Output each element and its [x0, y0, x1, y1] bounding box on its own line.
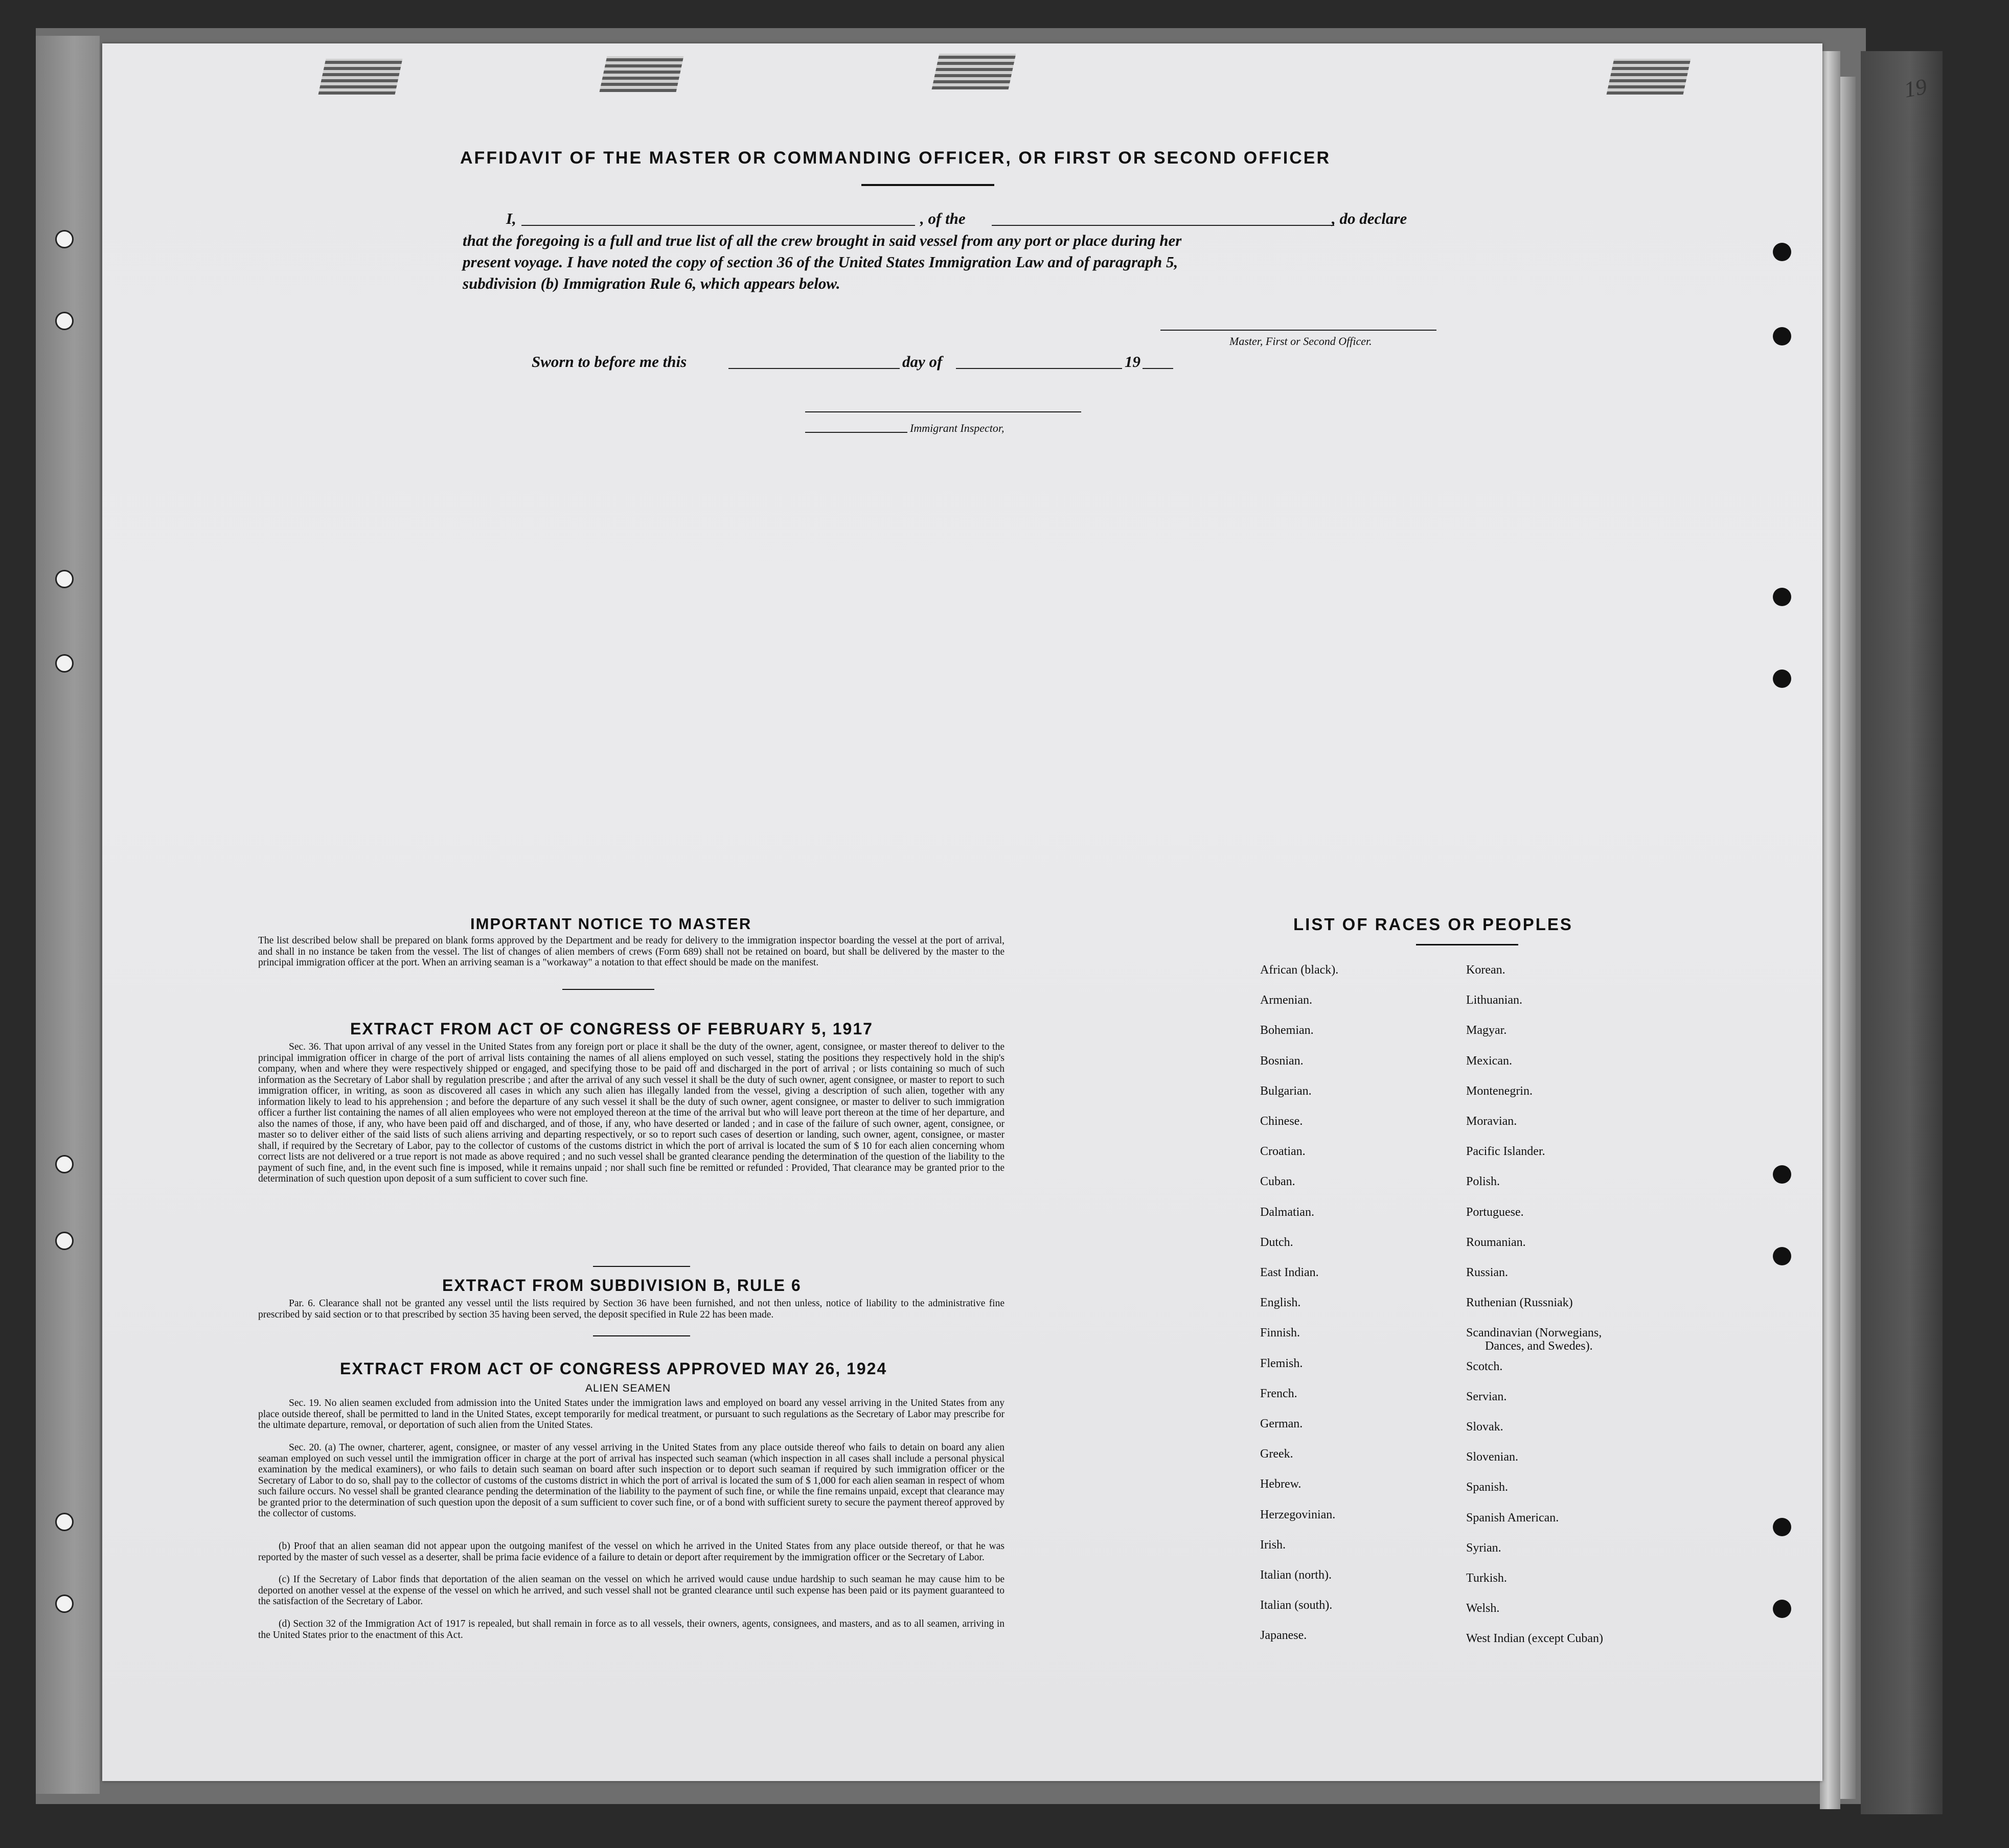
race-item: Ruthenian (Russniak) [1466, 1296, 1573, 1310]
affidavit-of-the: , of the [920, 210, 966, 227]
extract-1917-text: Sec. 36. That upon arrival of any vessel in the United States from any foreign port or place it shall be the duty of the owner, agent, consignee, or master thereof to deliver to the principal immigration officer in charge of the port of arrival lists containing the names of all aliens employed on such vessel, stating the positions they respectively hold in the ship's company, when and where they were respectively shipped or engaged, and specifying those to be paid off and discharged in the port of arrival ; or lists containing so much of such information as the Secretary of Labor shall by regulation prescribe ; and after the arrival of any such vessel it shall be the duty of such owner, agent consignee, or master to report to such immigration officer, in writing, as soon as discovered all cases in which any such alien has illegally landed from the vessel, giving a description of such alien, together with any information likely to lead to his apprehension ; and before the departure of any such vessel it shall be the duty of such owner, agent consignee, or master to deliver to such immigration officer a further list containing the names of all alien employees who were not employed thereon at the time of the arrival but who will leave port thereon at the time of her departure, and also the names of those, if any, who have been paid off and discharged, and of those, if any, who have deserted or landed ; and in case of the failure of such owner, agent, consignee, or master so to deliver either of the said lists of such aliens arriving and departing respectively, or so to report such cases of desertion or landing, such owner, agent, consignee, or master shall, if required by the Secretary of Labor, pay to the collector of customs of the customs district in which the port of arrival is located the sum of $ 10 for each alien concerning whom correct lists are not delivered or a true report is not made as above required ; and no such vessel shall be granted clearance pending the determination of the question of the liability to the payment of such fine, and, in the event such fine is imposed, while it remains unpaid ; nor shall such fine be remitted or refunded : Provided, That clearance may be granted prior to the determination of such question upon deposit of a sum sufficient to cover such fine. [258, 1042, 1004, 1184]
notice-text: The list described below shall be prepared on blank forms approved by the Department and be ready for delivery to the immigration inspector boarding the vessel at the port of arrival, and shall in no instance be taken from the vessel. The list of changes of alien members of crews (Form 689) shall not be retained on board, but shall be delivered by the master to the principal immigration officer at the port. When an arriving seaman is a "workaway" a notation to that effect should be made on the manifest. [258, 935, 1004, 968]
inspector-label: Immigrant Inspector, [910, 422, 1004, 434]
race-item: French. [1260, 1387, 1297, 1400]
binding-hole [1773, 1600, 1791, 1618]
corner-page-number: 19 [1902, 74, 1929, 103]
race-item: Croatian. [1260, 1145, 1306, 1159]
affidavit-i: I, [506, 210, 516, 227]
race-item: Polish. [1466, 1175, 1500, 1189]
master-signature-line [1160, 330, 1436, 331]
race-item: Magyar. [1466, 1024, 1507, 1037]
year-text: 19 [1125, 353, 1140, 371]
affidavit-title: AFFIDAVIT OF THE MASTER OR COMMANDING OFFICER, OR FIRST OR SECOND OFFICER [460, 148, 1331, 168]
race-item: Mexican. [1466, 1054, 1512, 1068]
binding-hole [55, 1232, 74, 1250]
affidavit-line-2: that the foregoing is a full and true list of all the crew brought in said vessel from any port or place during her [463, 232, 1182, 249]
extract-1924-p5: (d) Section 32 of the Immigration Act of 1917 is repealed, but shall remain in force as to all vessels, their owners, agents, consignees, and masters, and as to all seamen, arriving in the United States prior to the enactment of this Act. [258, 1619, 1004, 1641]
race-item: Dutch. [1260, 1235, 1293, 1249]
binding-hole [55, 1155, 74, 1173]
rule6-divider [593, 1335, 690, 1336]
race-item: Armenian. [1260, 994, 1312, 1007]
sworn-month-blank [956, 368, 1122, 369]
race-item: East Indian. [1260, 1266, 1319, 1279]
binding-hole [1773, 1518, 1791, 1536]
race-item: Italian (south). [1260, 1599, 1333, 1612]
race-item: Spanish American. [1466, 1511, 1559, 1524]
extract-1924-p2: Sec. 20. (a) The owner, charterer, agent, consignee, or master of any vessel arriving in the United States from any place outside thereof who fails to detain on board any alien seaman employed on such vessel until the immigration officer in charge at the port of arrival has inspected such seaman (which inspection in all cases shall include a personal physical examination by the medical examiners), or who fails to detain such seaman on board after such inspection or to deport such seaman if required by such immigration officer or the Secretary of Labor to do so, shall pay to the collector of customs of the customs district in which the port of arrival is located the sum of $ 1,000 for each alien seaman in respect of whom such failure occurs. No vessel shall be granted clearance pending the determination of the liability to the payment of such fine, or while the fine remains unpaid, except that clearance may be granted prior to the determination of such question upon the deposit of a sum sufficient to cover such fine, or of a bond with sufficient surety to secure the payment thereof approved by the collector of customs. [258, 1442, 1004, 1519]
stacked-page-edge [1840, 77, 1856, 1799]
binding-clip [600, 56, 684, 92]
race-item: Welsh. [1466, 1602, 1500, 1615]
race-item: Bohemian. [1260, 1024, 1314, 1037]
race-item: Chinese. [1260, 1115, 1303, 1128]
race-item: German. [1260, 1417, 1303, 1430]
binding-hole [55, 312, 74, 330]
sworn-day-blank [728, 368, 900, 369]
sworn-year-blank [1143, 368, 1173, 369]
sworn-line [532, 353, 1196, 373]
binding-hole [1773, 1247, 1791, 1265]
day-of-text: day of [902, 353, 943, 371]
race-item: Servian. [1466, 1390, 1507, 1403]
race-item: Dances, and Swedes). [1485, 1339, 1593, 1353]
race-item: Flemish. [1260, 1356, 1303, 1370]
binding-hole [1773, 669, 1791, 688]
binding-hole [55, 1513, 74, 1531]
rule6-title: EXTRACT FROM SUBDIVISION B, RULE 6 [442, 1276, 802, 1295]
binding-hole [1773, 327, 1791, 345]
binding-clip [1607, 59, 1691, 95]
binding-hole [1773, 588, 1791, 606]
extract-1917-divider [593, 1266, 690, 1267]
race-item: Slovak. [1466, 1420, 1503, 1434]
binding-hole [55, 570, 74, 588]
affidavit-line-1 [506, 210, 1431, 230]
race-item: West Indian (except Cuban) [1466, 1632, 1603, 1646]
affidavit-declare: , do declare [1332, 210, 1407, 227]
race-item: Bulgarian. [1260, 1084, 1312, 1098]
race-item: Slovenian. [1466, 1450, 1518, 1464]
extract-1924-title: EXTRACT FROM ACT OF CONGRESS APPROVED MAY 26, 1924 [340, 1359, 887, 1378]
binding-clip [932, 54, 1016, 89]
race-item: Finnish. [1260, 1326, 1300, 1340]
form-page [102, 43, 1929, 1781]
name-blank [521, 225, 915, 226]
stacked-page-edge [1820, 51, 1840, 1809]
race-item: Korean. [1466, 963, 1505, 977]
notice-divider [562, 989, 654, 990]
race-item: Spanish. [1466, 1481, 1509, 1494]
rule6-text: Par. 6. Clearance shall not be granted any vessel until the lists required by Section 36 have been furnished, and not then unless, notice of liability to the administrative fine prescribed by said section or to that prescribed by section 35 having been served, the deposit specified in Rule 22 has been made. [258, 1298, 1004, 1320]
race-item: Cuban. [1260, 1175, 1295, 1189]
race-item: Pacific Islander. [1466, 1145, 1545, 1159]
master-label: Master, First or Second Officer. [1229, 335, 1372, 348]
extract-1924-subtitle: ALIEN SEAMEN [585, 1382, 671, 1394]
race-item: Montenegrin. [1466, 1084, 1533, 1098]
binding-clip [318, 59, 403, 95]
binding-hole [1773, 243, 1791, 261]
title-underline [861, 184, 994, 186]
binding-hole [55, 1595, 74, 1613]
affidavit-line-3: present voyage. I have noted the copy of section 36 of the United States Immigration Law and of paragraph 5, [463, 253, 1178, 271]
vessel-blank [992, 225, 1334, 226]
race-item: Scotch. [1466, 1359, 1503, 1373]
race-item: Bosnian. [1260, 1054, 1304, 1068]
race-item: Moravian. [1466, 1115, 1517, 1128]
race-item: English. [1260, 1296, 1301, 1310]
affidavit-line-4: subdivision (b) Immigration Rule 6, which appears below. [463, 274, 840, 292]
extract-1924-p1: Sec. 19. No alien seamen excluded from admission into the United States under the immigration laws and employed on board any vessel arriving in the United States from any place outside thereof, shall be permitted to land in the United States, except temporarily for medical treatment, or pursuant to such regulations as the Secretary of Labor may prescribe for the ultimate departure, removal, or deportation of such alien from the United States. [258, 1398, 1004, 1430]
extract-1924-p3: (b) Proof that an alien seaman did not appear upon the outgoing manifest of the vessel on which he arrived in the United States from any place outside thereof, or that he was reported by the master of such vessel as a deserter, shall be prima facie evidence of a failure to detain or deport after requirement by the immigration officer or the Secretary of Labor. [258, 1541, 1004, 1563]
race-item: Irish. [1260, 1538, 1286, 1552]
adjacent-page-strip [1861, 51, 1943, 1814]
notice-title: IMPORTANT NOTICE TO MASTER [470, 915, 752, 933]
inspector-signature-line [805, 411, 1081, 412]
extract-1924-p4: (c) If the Secretary of Labor finds that deportation of the alien seaman on the vessel on which he arrived would cause undue hardship to such seaman he may cause him to be deported on another vessel at the expense of the vessel on which he arrived, and such vessel shall not be granted clearance until such expense has been paid or its payment guaranteed to the satisfaction of the Secretary of Labor. [258, 1574, 1004, 1607]
race-item: African (black). [1260, 963, 1339, 977]
race-item: Greek. [1260, 1447, 1293, 1461]
races-title-underline [1416, 944, 1518, 945]
race-item: Lithuanian. [1466, 994, 1522, 1007]
race-item: Syrian. [1466, 1541, 1501, 1555]
race-item: Japanese. [1260, 1629, 1307, 1643]
extract-1917-title: EXTRACT FROM ACT OF CONGRESS OF FEBRUARY 5, 1917 [350, 1020, 873, 1038]
race-item: Herzegovinian. [1260, 1508, 1336, 1521]
race-item: Dalmatian. [1260, 1205, 1314, 1219]
race-item: Italian (north). [1260, 1568, 1332, 1582]
race-item: Portuguese. [1466, 1205, 1524, 1219]
binding-hole [1773, 1165, 1791, 1184]
inspector-label-line [805, 432, 907, 433]
sworn-text: Sworn to before me this [532, 353, 687, 371]
race-item: Russian. [1466, 1266, 1509, 1279]
races-title: LIST OF RACES OR PEOPLES [1293, 915, 1573, 934]
race-item: Hebrew. [1260, 1477, 1302, 1491]
binding-hole [55, 230, 74, 248]
race-item: Roumanian. [1466, 1235, 1526, 1249]
binding-hole [55, 654, 74, 673]
race-item: Turkish. [1466, 1572, 1507, 1585]
race-item: Scandinavian (Norwegians, [1466, 1326, 1602, 1340]
